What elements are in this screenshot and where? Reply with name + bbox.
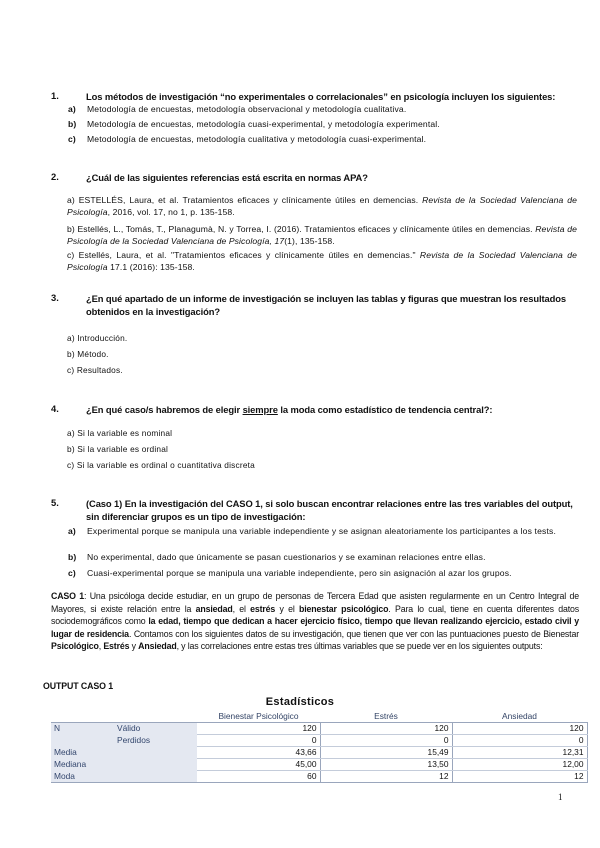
table-title: Estadísticos bbox=[265, 696, 335, 708]
cell-value: 15,49 bbox=[320, 747, 452, 759]
question-number: 2. bbox=[51, 171, 59, 182]
table-header-row bbox=[51, 711, 587, 723]
caso-text: . Contamos con los siguientes datos de su investigación, que tienen que ver con las puntuaciones puesto de Bienestar bbox=[128, 628, 580, 639]
row-sublabel bbox=[114, 771, 197, 783]
table-row bbox=[51, 759, 587, 771]
option-text: Metodología de encuestas, metodología cualitativa y metodología cuasi-experimental. bbox=[87, 134, 427, 144]
table-corner bbox=[114, 711, 197, 723]
cell-value: 120 bbox=[452, 723, 587, 735]
option-text: No experimental, dado que únicamente se pasan cuestionarios y se examinan relaciones entre ellas. bbox=[87, 552, 486, 562]
row-label: Moda bbox=[51, 771, 114, 783]
cell-value: 0 bbox=[197, 735, 320, 747]
caso-text: : Una psicóloga decide estudiar, en un grupo de personas de Tercera Edad que asisten regularmente en un Centro Integral de Mayores, si existe relación entre la bbox=[51, 591, 579, 614]
reference-journal: Revista de la Sociedad Valenciana de Psicología bbox=[67, 250, 577, 272]
question-text: Los métodos de investigación “no experimentales o correlacionales” en psicología incluyen los siguientes: bbox=[86, 91, 556, 102]
option-text: Metodología de encuestas, metodología cuasi-experimental, y metodología experimental. bbox=[87, 119, 440, 129]
table-corner bbox=[51, 711, 114, 723]
q4-option-c: c) Si la variable es ordinal o cuantitativa discreta bbox=[67, 460, 255, 470]
cell-value: 12,00 bbox=[452, 759, 587, 771]
reference-text: , 2016, vol. 17, no 1, p. 135-158. bbox=[107, 206, 235, 217]
row-label: Mediana bbox=[51, 759, 114, 771]
output-label: OUTPUT CASO 1 bbox=[43, 681, 114, 691]
q2-reference-a bbox=[67, 195, 577, 218]
question-text bbox=[86, 403, 576, 416]
caso-bold: Estrés bbox=[103, 641, 130, 651]
caso-text: y bbox=[129, 641, 139, 651]
row-sublabel: Válido bbox=[114, 723, 197, 735]
cell-value: 0 bbox=[320, 735, 452, 747]
cell-value: 120 bbox=[197, 723, 320, 735]
caso-bold: la edad, tiempo que dedican a hacer ejercicio físico, tiempo que llevan realizando ejercicio, estado civil y lugar de residencia bbox=[51, 616, 579, 639]
option-label: c) bbox=[68, 568, 76, 578]
question-number: 5. bbox=[51, 497, 59, 508]
option-text: Experimental porque se manipula una variable independiente y se asignan aleatoriamente los participantes a los tests. bbox=[87, 526, 556, 536]
option-label: b) bbox=[68, 119, 77, 129]
row-label: N bbox=[51, 723, 114, 735]
row-sublabel bbox=[114, 747, 197, 759]
option-label: a) bbox=[68, 104, 76, 114]
q3-option-a: a) Introducción. bbox=[67, 333, 128, 343]
row-sublabel: Perdidos bbox=[114, 735, 197, 747]
q2-reference-b bbox=[67, 224, 577, 247]
cell-value: 12 bbox=[320, 771, 452, 783]
caso-text: , el bbox=[232, 603, 251, 614]
option-text: Metodología de encuestas, metodología observacional y metodología cualitativa. bbox=[87, 104, 407, 114]
reference-text: c) Estellés, Laura, et al. "Tratamientos eficaces y clínicamente útiles en demencias." bbox=[67, 250, 420, 260]
question-number: 1. bbox=[51, 90, 59, 101]
caso-bold: bienestar psicológico bbox=[299, 603, 389, 614]
q3-option-c: c) Resultados. bbox=[67, 365, 123, 375]
cell-value: 12 bbox=[452, 771, 587, 783]
column-header: Bienestar Psicológico bbox=[197, 711, 320, 723]
table-row bbox=[51, 747, 587, 759]
table-row bbox=[51, 771, 587, 783]
reference-text: 17.1 (2016): 135-158. bbox=[107, 261, 195, 272]
caso-title: CASO 1 bbox=[51, 591, 84, 601]
question-text: ¿Cuál de las siguientes referencias está escrita en normas APA? bbox=[86, 172, 368, 183]
statistics-table bbox=[51, 711, 588, 783]
q2-reference-c bbox=[67, 250, 577, 273]
reference-text: a) ESTELLÉS, Laura, et al. Tratamientos eficaces y clínicamente útiles en demencias. bbox=[67, 195, 423, 205]
row-label bbox=[51, 735, 114, 747]
column-header: Estrés bbox=[320, 711, 452, 723]
option-label: a) bbox=[68, 526, 76, 536]
cell-value: 43,66 bbox=[197, 747, 320, 759]
cell-value: 120 bbox=[320, 723, 452, 735]
table-row bbox=[51, 735, 587, 747]
caso-1-paragraph bbox=[51, 590, 579, 653]
question-text: ¿En qué apartado de un informe de investigación se incluyen las tablas y figuras que muestran los resultados obtenidos en la investigación? bbox=[86, 293, 566, 317]
reference-text: (1), 135-158. bbox=[284, 235, 335, 246]
row-sublabel bbox=[114, 759, 197, 771]
question-text-part: ¿En qué caso/s habremos de elegir bbox=[86, 404, 243, 415]
page-number: 1 bbox=[558, 792, 563, 802]
question-text-part: la moda como estadístico de tendencia central?: bbox=[277, 404, 493, 415]
reference-text: b) Estellés, L., Tomás, T., Planagumà, N. y Torrea, I. (2016). Tratamientos eficaces y clínicamente útiles en demencias. bbox=[67, 224, 536, 234]
caso-text: y el bbox=[275, 603, 300, 614]
cell-value: 13,50 bbox=[320, 759, 452, 771]
q3-option-b: b) Método. bbox=[67, 349, 109, 359]
row-label: Media bbox=[51, 747, 114, 759]
option-label: b) bbox=[68, 552, 77, 562]
reference-journal: Revista de la Sociedad Valenciana de Psicología bbox=[67, 195, 577, 217]
cell-value: 0 bbox=[452, 735, 587, 747]
question-text-underlined: siempre bbox=[242, 404, 278, 415]
option-label: c) bbox=[68, 134, 76, 144]
cell-value: 45,00 bbox=[197, 759, 320, 771]
table-row bbox=[51, 723, 587, 735]
cell-value: 60 bbox=[197, 771, 320, 783]
caso-bold: Ansiedad bbox=[138, 641, 177, 651]
caso-bold: Psicológico bbox=[51, 641, 99, 651]
reference-journal: Revista de Psicología de la Sociedad Valenciana de Psicología, 17 bbox=[67, 224, 577, 246]
question-text: (Caso 1) En la investigación del CASO 1, si solo buscan encontrar relaciones entre las tres variables del output, sin diferenciar grupos es un tipo de investigación: bbox=[86, 498, 573, 522]
q4-option-b: b) Si la variable es ordinal bbox=[67, 444, 169, 454]
column-header: Ansiedad bbox=[452, 711, 587, 723]
caso-bold: estrés bbox=[250, 603, 276, 614]
question-number: 4. bbox=[51, 403, 59, 414]
q4-option-a: a) Si la variable es nominal bbox=[67, 428, 173, 438]
caso-text: , bbox=[98, 641, 104, 651]
question-number: 3. bbox=[51, 292, 59, 303]
caso-text: . Para lo cual, tiene en cuenta diferentes datos sociodemográficos como bbox=[51, 603, 580, 626]
caso-text: , y las correlaciones entre estas tres últimas variables que se puede ver en los siguientes outputs: bbox=[176, 641, 543, 651]
option-text: Cuasi-experimental porque se manipula una variable independiente, pero sin asignación al azar los grupos. bbox=[87, 568, 512, 578]
cell-value: 12,31 bbox=[452, 747, 587, 759]
caso-bold: ansiedad bbox=[195, 603, 233, 614]
